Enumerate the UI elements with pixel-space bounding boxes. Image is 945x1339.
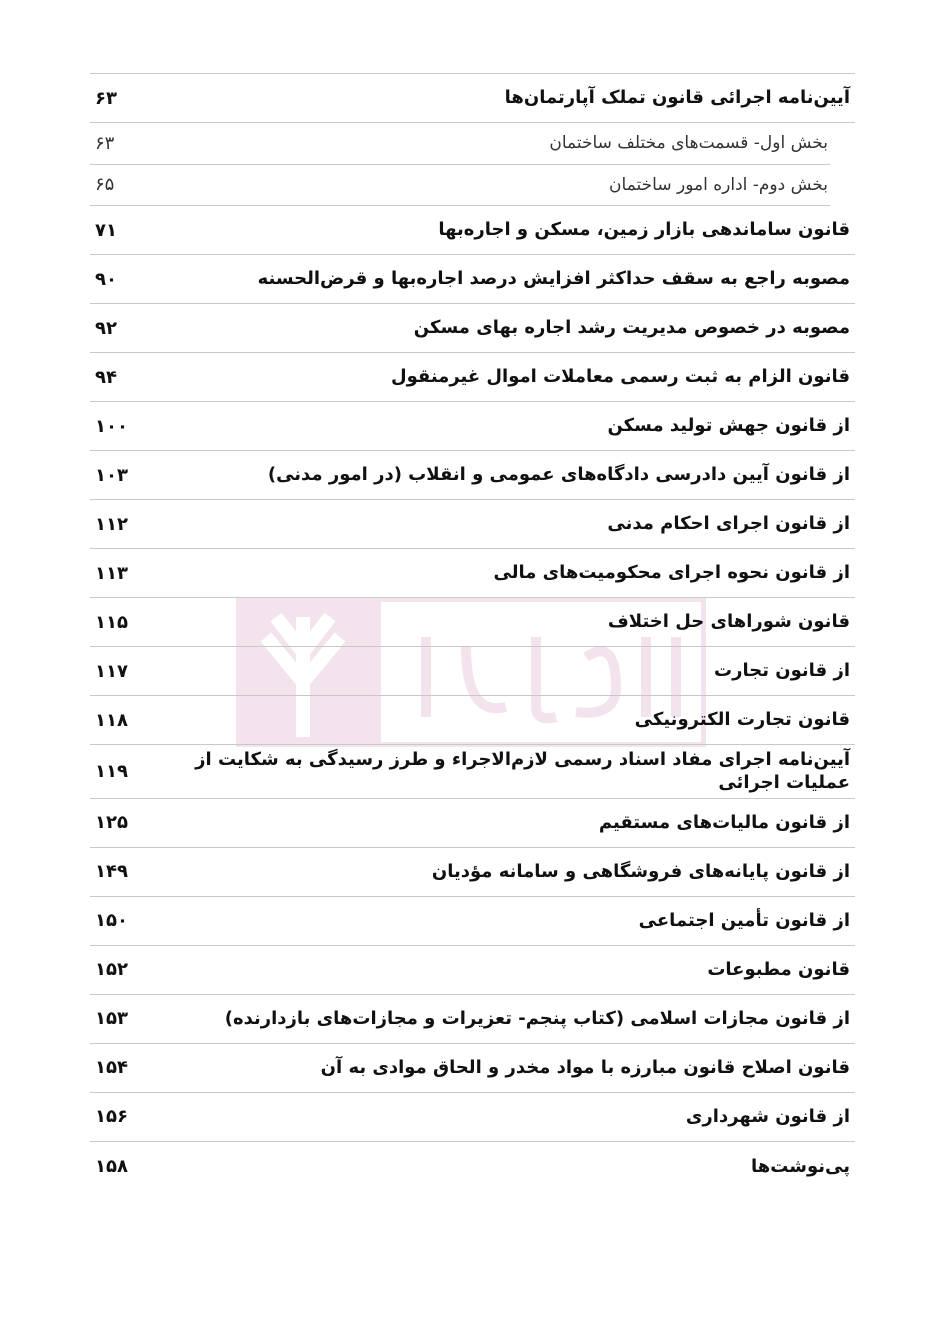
toc-entry: [90, 451, 855, 500]
toc-entry-page: ۱۲۵: [95, 812, 128, 834]
toc-entry: [90, 74, 855, 123]
toc-entry-title: پی‌نوشت‌ها: [750, 1155, 850, 1177]
toc-entry-page: ۱۵۳: [95, 1008, 128, 1030]
toc-entry-page: ۱۵۶: [95, 1106, 128, 1128]
toc-entry: [90, 1044, 855, 1093]
toc-entry-title: از قانون آیین دادرسی دادگاه‌های عمومی و انقلاب (در امور مدنی): [267, 464, 850, 486]
toc-entry-title: قانون ساماندهی بازار زمین، مسکن و اجاره‌بها: [438, 219, 850, 241]
toc-entry: [90, 255, 855, 304]
toc-entry-page: ۱۱۷: [95, 660, 128, 682]
toc-entry: [90, 549, 855, 598]
toc-entry-title: قانون اصلاح قانون مبارزه با مواد مخدر و الحاق موادی به آن: [320, 1057, 850, 1079]
toc-entry-title: بخش اول- قسمت‌های مختلف ساختمان: [549, 133, 828, 154]
toc-entry-title: مصوبه راجع به سقف حداکثر افزایش درصد اجاره‌بها و قرض‌الحسنه: [257, 268, 850, 290]
toc-entry-page: ۶۳: [95, 132, 115, 154]
toc-entry-title: از قانون مجازات اسلامی (کتاب پنجم- تعزیرات و مجازات‌های بازدارنده): [224, 1008, 850, 1030]
toc-entry: [90, 402, 855, 451]
toc-entry-page: ۱۱۹: [95, 760, 128, 782]
toc-entry-page: ۹۲: [95, 317, 117, 339]
toc-entry-page: ۱۵۰: [95, 910, 128, 932]
toc-entry-title: آیین‌نامه اجرای مفاد اسناد رسمی لازم‌الاجراء و طرز رسیدگی به شکایت از عملیات اجرائی: [195, 749, 850, 794]
toc-entry-title: قانون تجارت الکترونیکی: [634, 709, 850, 731]
toc-entry-page: ۱۴۹: [95, 861, 128, 883]
toc-entry-title: از قانون شهرداری: [685, 1106, 850, 1128]
toc-entry: [90, 946, 855, 995]
toc-entry: [90, 598, 855, 647]
toc-entry: [90, 745, 855, 799]
toc-entry: [90, 696, 855, 745]
toc-entry: [90, 1093, 855, 1142]
toc-entry-page: ۶۵: [95, 174, 115, 196]
toc-entry-page: ۱۵۲: [95, 959, 128, 981]
toc-entry-page: ۱۵۴: [95, 1057, 128, 1079]
toc-entry-page: ۱۱۲: [95, 513, 128, 535]
toc-entry-title: قانون شوراهای حل اختلاف: [607, 611, 850, 633]
toc-entry: [90, 304, 855, 353]
toc-entry: [90, 206, 855, 255]
toc-entry-page: ۹۴: [95, 366, 117, 388]
toc-entry: [90, 848, 855, 897]
toc-entry: [90, 353, 855, 402]
toc-entry: [90, 647, 855, 696]
toc-entry: [90, 897, 855, 946]
toc-entry-page: ۱۱۸: [95, 709, 128, 731]
toc-entry-page: ۱۵۸: [95, 1155, 128, 1177]
toc-entry-title: از قانون نحوه اجرای محکومیت‌های مالی: [493, 562, 850, 584]
toc-entry-page: ۶۳: [95, 87, 117, 109]
toc-entry-title: بخش دوم- اداره امور ساختمان: [609, 174, 828, 195]
toc-entry-title: از قانون جهش تولید مسکن: [607, 415, 850, 437]
toc-entry-title: از قانون تأمین اجتماعی: [638, 910, 850, 932]
toc-entry-title: از قانون اجرای احکام مدنی: [607, 513, 850, 535]
toc-entry-title: آیین‌نامه اجرائی قانون تملک آپارتمان‌ها: [504, 87, 850, 109]
table-of-contents: [90, 73, 855, 1191]
toc-entry-page: ۹۰: [95, 268, 117, 290]
toc-entry-page: ۱۱۳: [95, 562, 128, 584]
toc-entry-title: از قانون تجارت: [714, 660, 850, 682]
toc-entry-title: قانون مطبوعات: [707, 959, 850, 981]
toc-subentry: [90, 165, 830, 207]
toc-entry: [90, 1142, 855, 1191]
toc-entry-page: ۷۱: [95, 219, 117, 241]
toc-entry: [90, 799, 855, 848]
toc-entry-title: از قانون مالیات‌های مستقیم: [598, 812, 850, 834]
toc-entry-page: ۱۰۳: [95, 464, 128, 486]
toc-entry-page: ۱۰۰: [95, 415, 128, 437]
toc-entry: [90, 500, 855, 549]
toc-entry-title: قانون الزام به ثبت رسمی معاملات اموال غیرمنقول: [390, 366, 850, 388]
toc-entry-title: از قانون پایانه‌های فروشگاهی و سامانه مؤدیان: [431, 861, 850, 883]
toc-entry-page: ۱۱۵: [95, 611, 128, 633]
toc-subentry: [90, 123, 830, 165]
toc-entry: [90, 995, 855, 1044]
toc-entry-title: مصوبه در خصوص مدیریت رشد اجاره بهای مسکن: [413, 317, 850, 339]
